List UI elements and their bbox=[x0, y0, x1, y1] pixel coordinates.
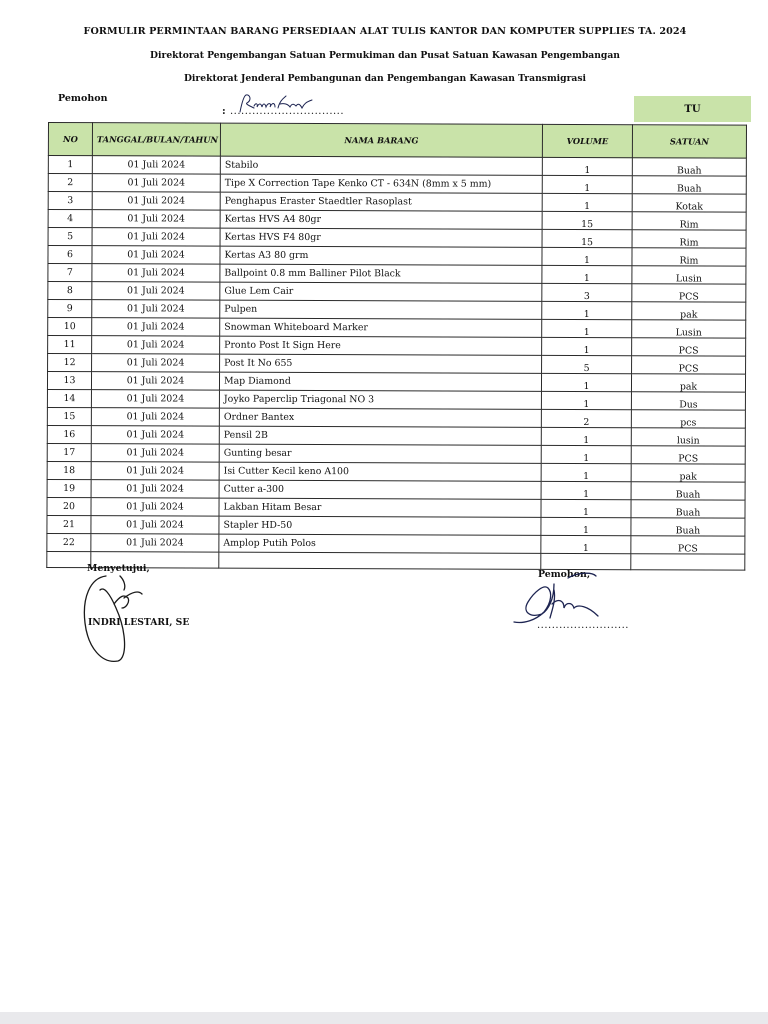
item-volume: 1 bbox=[541, 373, 631, 391]
pemohon-handwritten-signature bbox=[234, 92, 324, 116]
item-name: Glue Lem Cair bbox=[220, 282, 542, 301]
items-table bbox=[46, 122, 747, 571]
row-date: 01 Juli 2024 bbox=[92, 264, 220, 282]
approval-label: Menyetujui, bbox=[87, 563, 150, 574]
blank-cell bbox=[631, 554, 745, 570]
item-name: Stabilo bbox=[220, 156, 542, 175]
row-date: 01 Juli 2024 bbox=[91, 498, 219, 516]
item-volume: 15 bbox=[542, 229, 632, 247]
applicant-label: Pemohon, bbox=[538, 569, 591, 580]
item-volume: 1 bbox=[542, 247, 632, 265]
pemohon-dotted-line: ............................... bbox=[230, 106, 345, 117]
item-name: Kertas HVS A4 80gr bbox=[220, 210, 542, 229]
item-name: Isi Cutter Kecil keno A100 bbox=[219, 462, 541, 481]
pemohon-colon: : bbox=[222, 106, 226, 117]
row-number: 17 bbox=[47, 443, 91, 461]
row-date: 01 Juli 2024 bbox=[92, 318, 220, 336]
row-date: 01 Juli 2024 bbox=[91, 408, 219, 426]
item-volume: 1 bbox=[542, 301, 632, 319]
item-name: Kertas A3 80 grm bbox=[220, 246, 542, 265]
row-number: 3 bbox=[48, 192, 92, 210]
item-name: Cutter a-300 bbox=[219, 480, 541, 499]
item-name: Ordner Bantex bbox=[219, 408, 541, 427]
item-volume: 1 bbox=[541, 499, 631, 517]
item-name: Lakban Hitam Besar bbox=[219, 498, 541, 517]
item-name: Stapler HD-50 bbox=[219, 516, 541, 535]
approver-name: INDRI LESTARI, SE bbox=[88, 617, 190, 628]
column-header-volume: VOLUME bbox=[542, 124, 632, 157]
item-volume: 15 bbox=[542, 211, 632, 229]
item-unit: PCS bbox=[632, 338, 746, 356]
row-date: 01 Juli 2024 bbox=[91, 516, 219, 534]
item-unit: PCS bbox=[632, 356, 746, 374]
item-unit: PCS bbox=[631, 446, 745, 464]
item-unit: Dus bbox=[631, 392, 745, 410]
form-title: FORMULIR PERMINTAAN BARANG PERSEDIAAN ALAT TULIS KANTOR DAN KOMPUTER SUPPLIES TA. 2024 bbox=[83, 26, 687, 37]
item-volume: 1 bbox=[542, 175, 632, 193]
item-name: Penghapus Eraster Staedtler Rasoplast bbox=[220, 192, 542, 211]
column-header-item-name: NAMA BARANG bbox=[220, 123, 542, 157]
item-volume: 1 bbox=[542, 337, 632, 355]
row-number: 2 bbox=[48, 174, 92, 192]
row-number: 1 bbox=[48, 156, 92, 174]
pemohon-label: Pemohon bbox=[58, 93, 108, 104]
directorate-line: Direktorat Pengembangan Satuan Permukiman dan Pusat Satuan Kawasan Pengembangan bbox=[150, 50, 620, 61]
row-number: 9 bbox=[48, 300, 92, 318]
row-number: 13 bbox=[47, 372, 91, 390]
blank-cell bbox=[541, 553, 631, 569]
row-date: 01 Juli 2024 bbox=[91, 480, 219, 498]
row-number: 18 bbox=[47, 461, 91, 479]
applicant-dotted-line: ......................... bbox=[537, 620, 629, 631]
row-date: 01 Juli 2024 bbox=[92, 246, 220, 264]
row-number: 4 bbox=[48, 210, 92, 228]
item-volume: 1 bbox=[541, 517, 631, 535]
item-volume: 5 bbox=[542, 355, 632, 373]
item-unit: Rim bbox=[632, 230, 746, 248]
row-date: 01 Juli 2024 bbox=[91, 444, 219, 462]
item-volume: 1 bbox=[541, 535, 631, 553]
row-number: 21 bbox=[47, 515, 91, 533]
row-date: 01 Juli 2024 bbox=[92, 300, 220, 318]
item-unit: Kotak bbox=[632, 194, 746, 212]
row-date: 01 Juli 2024 bbox=[92, 228, 220, 246]
directorate-general-line: Direktorat Jenderal Pembangunan dan Pengembangan Kawasan Transmigrasi bbox=[183, 73, 587, 84]
item-unit: Lusin bbox=[632, 320, 746, 338]
item-name: Amplop Putih Polos bbox=[219, 534, 541, 553]
item-unit: PCS bbox=[632, 284, 746, 302]
item-unit: Rim bbox=[632, 212, 746, 230]
item-unit: Buah bbox=[632, 158, 746, 176]
blank-cell bbox=[47, 551, 91, 567]
row-number: 11 bbox=[48, 336, 92, 354]
row-number: 14 bbox=[47, 389, 91, 407]
item-volume: 1 bbox=[541, 463, 631, 481]
item-name: Pronto Post It Sign Here bbox=[220, 336, 542, 355]
row-date: 01 Juli 2024 bbox=[91, 426, 219, 444]
column-header-unit: SATUAN bbox=[632, 125, 746, 158]
item-volume: 1 bbox=[541, 445, 631, 463]
item-unit: lusin bbox=[631, 428, 745, 446]
item-unit: PCS bbox=[631, 536, 745, 554]
item-unit: Buah bbox=[631, 500, 745, 518]
item-volume: 1 bbox=[541, 481, 631, 499]
row-date: 01 Juli 2024 bbox=[92, 192, 220, 210]
item-volume: 2 bbox=[541, 409, 631, 427]
item-unit: pak bbox=[631, 464, 745, 482]
item-unit: Rim bbox=[632, 248, 746, 266]
row-number: 10 bbox=[48, 318, 92, 336]
item-unit: Lusin bbox=[632, 266, 746, 284]
scan-edge-shadow bbox=[0, 1012, 768, 1024]
item-volume: 1 bbox=[542, 265, 632, 283]
item-name: Kertas HVS F4 80gr bbox=[220, 228, 542, 247]
item-name: Gunting besar bbox=[219, 444, 541, 463]
item-name: Snowman Whiteboard Marker bbox=[220, 318, 542, 337]
row-date: 01 Juli 2024 bbox=[92, 282, 220, 300]
item-name: Ballpoint 0.8 mm Balliner Pilot Black bbox=[220, 264, 542, 283]
row-date: 01 Juli 2024 bbox=[92, 354, 220, 372]
row-number: 7 bbox=[48, 264, 92, 282]
column-header-date: TANGGAL/BULAN/TAHUN bbox=[92, 123, 220, 156]
row-number: 16 bbox=[47, 425, 91, 443]
item-unit: Buah bbox=[631, 518, 745, 536]
item-unit: Buah bbox=[632, 176, 746, 194]
row-number: 15 bbox=[47, 407, 91, 425]
table-body bbox=[47, 156, 747, 555]
row-date: 01 Juli 2024 bbox=[91, 462, 219, 480]
unit-box: TU bbox=[634, 96, 751, 122]
item-volume: 1 bbox=[541, 391, 631, 409]
column-header-no: NO bbox=[48, 123, 92, 156]
item-unit: pak bbox=[631, 374, 745, 392]
row-date: 01 Juli 2024 bbox=[91, 390, 219, 408]
row-date: 01 Juli 2024 bbox=[91, 372, 219, 390]
row-number: 20 bbox=[47, 497, 91, 515]
row-date: 01 Juli 2024 bbox=[92, 210, 220, 228]
item-name: Joyko Paperclip Triagonal NO 3 bbox=[219, 390, 541, 409]
item-name: Pensil 2B bbox=[219, 426, 541, 445]
item-name: Map Diamond bbox=[219, 372, 541, 391]
item-unit: Buah bbox=[631, 482, 745, 500]
item-name: Pulpen bbox=[220, 300, 542, 319]
row-number: 5 bbox=[48, 228, 92, 246]
row-date: 01 Juli 2024 bbox=[91, 534, 219, 552]
item-name: Post It No 655 bbox=[220, 354, 542, 373]
row-date: 01 Juli 2024 bbox=[92, 156, 220, 174]
item-volume: 1 bbox=[542, 193, 632, 211]
row-number: 22 bbox=[47, 533, 91, 551]
row-number: 6 bbox=[48, 246, 92, 264]
item-volume: 1 bbox=[541, 427, 631, 445]
item-unit: pcs bbox=[631, 410, 745, 428]
row-number: 19 bbox=[47, 479, 91, 497]
item-name: Tipe X Correction Tape Kenko CT - 634N (8mm x 5 mm) bbox=[220, 174, 542, 193]
item-volume: 1 bbox=[542, 157, 632, 175]
item-volume: 3 bbox=[542, 283, 632, 301]
table-header-row bbox=[48, 123, 746, 159]
row-number: 8 bbox=[48, 282, 92, 300]
row-number: 12 bbox=[48, 354, 92, 372]
blank-cell bbox=[219, 552, 541, 569]
item-unit: pak bbox=[632, 302, 746, 320]
row-date: 01 Juli 2024 bbox=[92, 336, 220, 354]
row-date: 01 Juli 2024 bbox=[92, 174, 220, 192]
item-volume: 1 bbox=[542, 319, 632, 337]
